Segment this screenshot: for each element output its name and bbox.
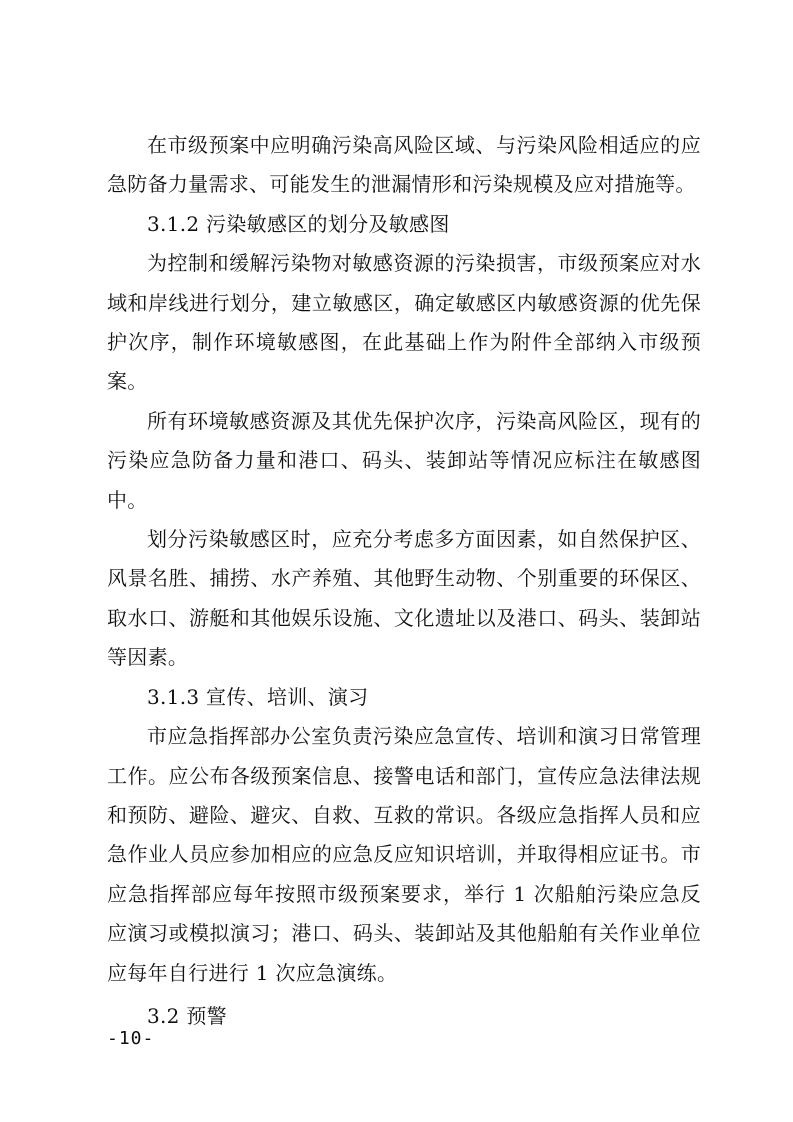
page-number: -10- (107, 1028, 155, 1049)
heading-publicity-training-drills: 3.1.3 宣传、培训、演习 (147, 684, 369, 709)
paragraph-zoning-factors: 划分污染敏感区时，应充分考虑多方面因素，如自然保护区、风景名胜、捕捞、水产养殖、其他野生动物、个别重要的环保区、取水口、游艇和其他娱乐设施、文化遗址以及港口、码头、装卸站等因素。 (107, 527, 701, 670)
paragraph-training-drills: 市应急指挥部办公室负责污染应急宣传、培训和演习日常管理工作。应公布各级预案信息、接警电话和部门，宣传应急法律法规和预防、避险、避灾、自救、互救的常识。各级应急指挥人员和应急作业人员应参加相应的应急反应知识培训，并取得相应证书。市应急指挥部应每年按照市级预案要求，举行 1 次船舶污染应急反应演习或模拟演习；港口、码头、装卸站及其他船舶有关作业单位应每年自行进行 1 次应急演练。 (107, 724, 701, 985)
paragraph-risk-areas: 在市级预案中应明确污染高风险区域、与污染风险相适应的应急防备力量需求、可能发生的泄漏情形和污染规模及应对措施等。 (107, 133, 701, 197)
paragraph-sensitive-zoning: 为控制和缓解污染物对敏感资源的污染损害，市级预案应对水域和岸线进行划分，建立敏感区，确定敏感区内敏感资源的优先保护次序，制作环境敏感图，在此基础上作为附件全部纳入市级预案。 (107, 251, 701, 394)
paragraph-sensitive-map-contents: 所有环境敏感资源及其优先保护次序，污染高风险区，现有的污染应急防备力量和港口、码头、装卸站等情况应标注在敏感图中。 (107, 408, 701, 512)
heading-early-warning: 3.2 预警 (147, 1003, 227, 1028)
document-body (107, 126, 701, 1036)
heading-sensitive-areas: 3.1.2 污染敏感区的划分及敏感图 (147, 211, 450, 236)
